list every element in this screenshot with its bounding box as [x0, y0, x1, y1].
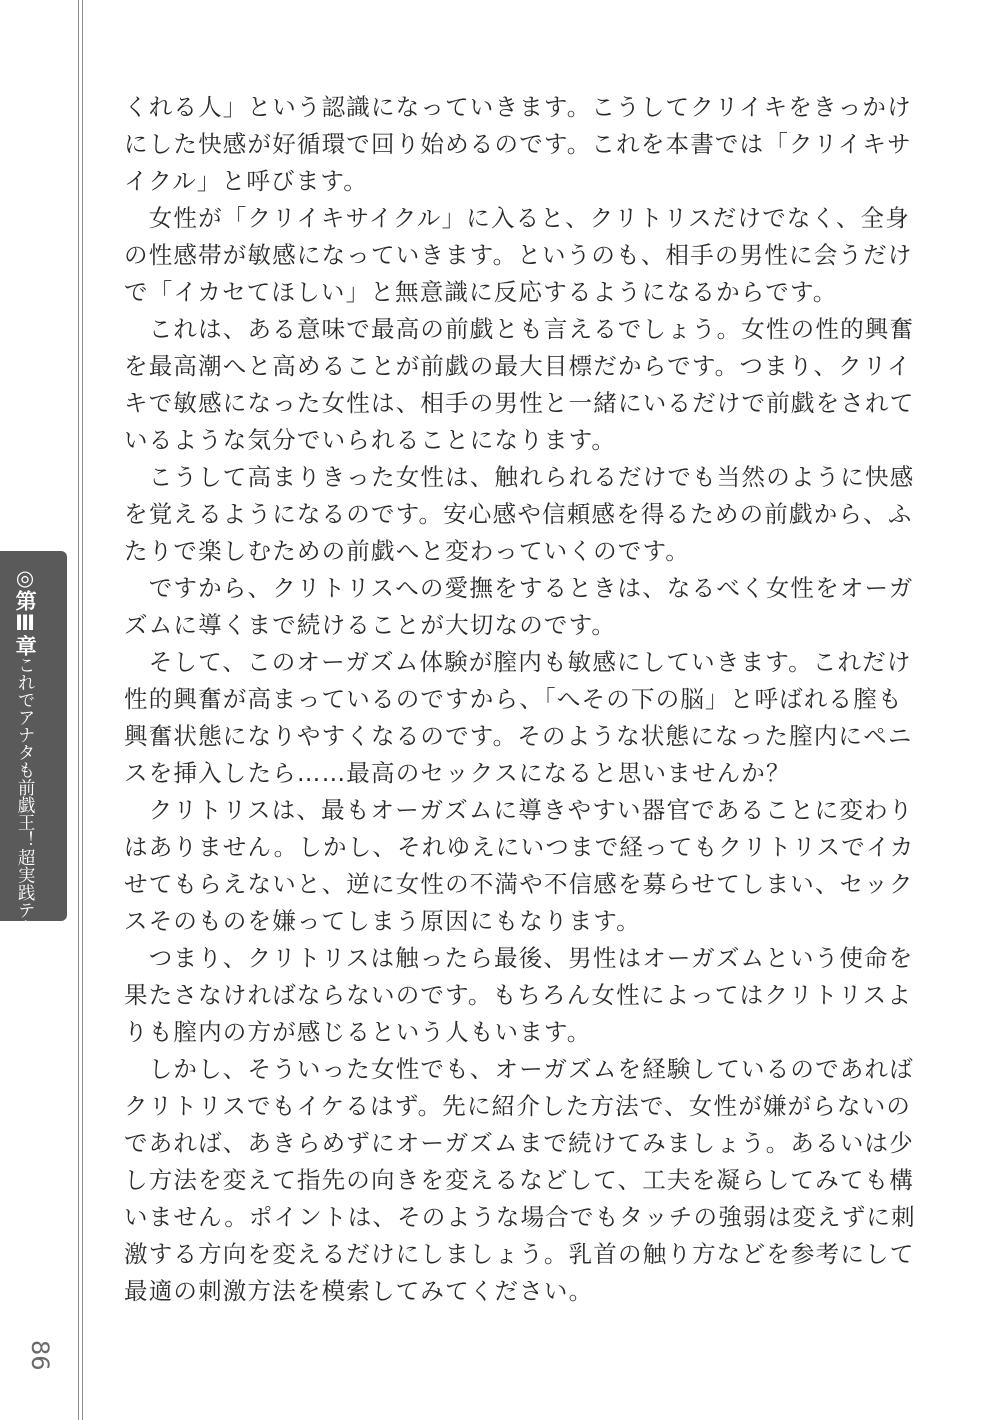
text-line: であれば、あきらめずにオーガズムまで続けてみましょう。あるいは少 — [124, 1129, 914, 1157]
text-line: いません。ポイントは、そのような場合でもタッチの強弱は変えずに刺 — [124, 1203, 916, 1231]
margin-rule-inner — [82, 0, 83, 1420]
text-line: キで敏感になった女性は、相手の男性と一緒にいるだけで前戯をされて — [124, 389, 915, 417]
text-line: つまり、クリトリスは触ったら最後、男性はオーガズムという使命を — [124, 944, 914, 972]
text-line: の性感帯が敏感になっていきます。というのも、相手の男性に会うだけ — [124, 241, 913, 269]
text-line: せてもらえないと、逆に女性の不満や不信感を募らせてしまい、セック — [124, 870, 914, 898]
text-line: クリトリスでもイケるはず。先に紹介した方法で、女性が嫌がらないの — [124, 1092, 912, 1120]
text-line: 果たさなければならないのです。もちろん女性によってはクリトリスよ — [124, 981, 913, 1009]
text-line: くれる人」という認識になっていきます。こうしてクリイキをきっかけ — [124, 93, 912, 121]
text-line: クリトリスは、最もオーガズムに導きやすい器官であることに変わり — [124, 796, 914, 824]
margin-rule — [78, 0, 79, 1420]
text-line: スそのものを嫌ってしまう原因にもなります。 — [124, 907, 641, 935]
text-line: これは、ある意味で最高の前戯とも言えるでしょう。女性の性的興奮 — [124, 315, 915, 343]
text-line: 激する方向を変えるだけにしましょう。乳首の触り方などを参考にして — [124, 1240, 915, 1268]
body-text — [124, 89, 916, 1310]
text-line: そして、このオーガズム体験が膣内も敏感にしていきます。これだけ — [124, 648, 912, 676]
text-line: 性的興奮が高まっているのですから、「へその下の脳」と呼ばれる膣も — [124, 685, 903, 713]
text-line: し方法を変えて指先の向きを変えるなどして、工夫を凝らしてみても構 — [124, 1166, 914, 1194]
text-line: ですから、クリトリスへの愛撫をするときは、なるべく女性をオーガ — [124, 574, 914, 602]
text-line: 興奮状態になりやすくなるのです。そのような状態になった膣内にペニ — [124, 722, 913, 750]
text-line: ズムに導くまで続けることが大切なのです。 — [124, 611, 617, 639]
chapter-heading: ◎第Ⅲ章 — [13, 566, 38, 656]
text-line: 最適の刺激方法を模索してみてください。 — [124, 1277, 594, 1305]
chapter-tab-label — [13, 566, 36, 989]
text-line: りも膣内の方が感じるという人もいます。 — [124, 1018, 592, 1046]
page-number: 86 — [26, 1340, 54, 1371]
text-line: を最高潮へと高めることが前戯の最大目標だからです。つまり、クリイ — [124, 352, 912, 380]
text-line: を覚えるようになるのです。安心感や信頼感を得るための前戯から、ふ — [124, 500, 913, 528]
text-line: たりで楽しむための前戯へと変わっていくのです。 — [124, 537, 690, 565]
text-line: 女性が「クリイキサイクル」に入ると、クリトリスだけでなく、全身 — [124, 204, 910, 232]
text-line: にした快感が好循環で回り始めるのです。これを本書では「クリイキサ — [124, 130, 912, 158]
text-line: しかし、そういった女性でも、オーガズムを経験しているのであれば — [124, 1055, 914, 1083]
text-line: いるような気分でいられることになります。 — [124, 426, 617, 454]
text-line: スを挿入したら……最高のセックスになると思いませんか？ — [124, 759, 791, 787]
text-line: はありません。しかし、それゆえにいつまで経ってもクリトリスでイカ — [124, 833, 915, 861]
text-line: で「イカセてほしい」と無意識に反応するようになるからです。 — [124, 278, 838, 306]
text-line: こうして高まりきった女性は、触れられるだけでも当然のように快感 — [124, 463, 915, 491]
text-line: イクル」と呼びます。 — [124, 167, 368, 195]
chapter-subtitle: これでアナタも前戯王！超実践テクニック — [15, 656, 36, 989]
